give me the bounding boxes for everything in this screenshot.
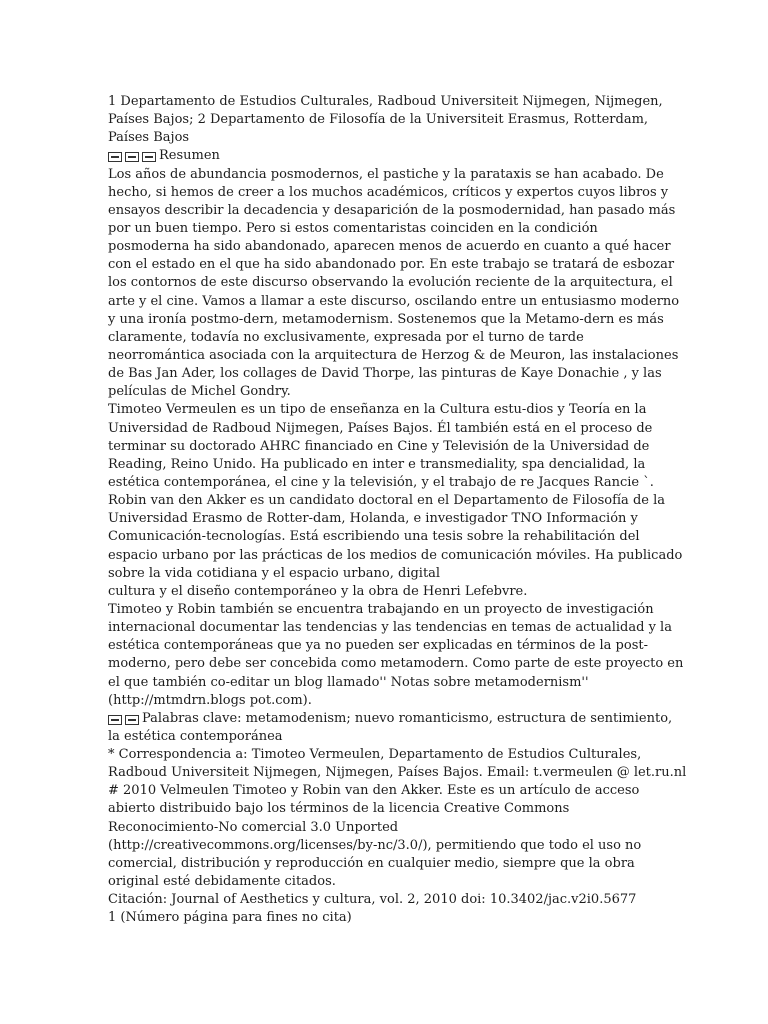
keywords-text: Palabras clave: metamodenism; nuevo romanticismo, estructura de sentimiento, <box>142 710 673 726</box>
abstract-line: y una ironía postmo-dern, metamodernism. Sostenemos que la Metamo-dern es más <box>108 311 664 327</box>
correspondence-email-line: Radboud Universiteit Nijmegen, Nijmegen, Países Bajos. Email: t.vermeulen @ let.ru.nl <box>108 765 687 781</box>
bio-line: estética contemporánea, el cine y la televisión, y el trabajo de re Jacques Rancie `. <box>108 474 654 490</box>
abstract-line: arte y el cine. Vamos a llamar a este discurso, oscilando entre un entusiasmo moderno <box>108 293 680 309</box>
object-replacement-icon <box>125 715 139 725</box>
page-number-line: 1 (Número página para fines no cita) <box>108 910 352 926</box>
bio-line: estética contemporáneas que ya no pueden ser explicadas en términos de la post- <box>108 638 648 654</box>
object-replacement-icon <box>108 152 122 162</box>
keywords-line <box>108 710 748 728</box>
bio-line: Universidad Erasmo de Rotter-dam, Holanda, e investigador TNO Información y <box>108 511 638 527</box>
abstract-line: posmoderna ha sido abandonado, aparecen menos de acuerdo en cuanto a qué hacer <box>108 239 671 255</box>
bio-line: internacional documentar las tendencias y las tendencias en temas de actualidad y la <box>108 620 672 636</box>
blog-link[interactable]: (http://mtmdrn.blogs pot.com). <box>108 692 312 708</box>
abstract-line: con el estado en el que ha sido abandonado por. En este trabajo se tratará de esbozar <box>108 257 675 273</box>
affiliation-line: Países Bajos; 2 Departamento de Filosofía de la Universiteit Erasmus, Rotterdam, <box>108 112 649 128</box>
bio-line: moderno, pero debe ser concebida como metamodern. Como parte de este proyecto en <box>108 656 684 672</box>
license-line: comercial, distribución y reproducción en cualquier medio, siempre que la obra <box>108 855 635 871</box>
bio-line: Robin van den Akker es un candidato doctoral en el Departamento de Filosofía de la <box>108 493 666 509</box>
object-replacement-icon <box>142 152 156 162</box>
bio-line: cultura y el diseño contemporáneo y la obra de Henri Lefebvre. <box>108 583 528 599</box>
license-line: # 2010 Velmeulen Timoteo y Robin van den Akker. Este es un artículo de acceso <box>108 783 640 799</box>
license-link-line[interactable]: (http://creativecommons.org/licenses/by-nc/3.0/), permitiendo que todo el uso no <box>108 837 642 853</box>
abstract-line: de Bas Jan Ader, los collages de David Thorpe, las pinturas de Kaye Donachie , y las <box>108 366 662 382</box>
bio-line: Universidad de Radboud Nijmegen, Países Bajos. Él también está en el proceso de <box>108 420 653 436</box>
abstract-block <box>108 166 748 402</box>
object-replacement-icon <box>125 152 139 162</box>
abstract-line: películas de Michel Gondry. <box>108 384 291 400</box>
affiliation-block <box>108 93 748 147</box>
keywords-line: la estética contemporánea <box>108 728 283 744</box>
abstract-line: por un buen tiempo. Pero si estos comentaristas coinciden en la condición <box>108 220 598 236</box>
bio-line: Reading, Reino Unido. Ha publicado en inter e transmediality, spa dencialidad, la <box>108 456 646 472</box>
abstract-line: neorromántica asociada con la arquitectura de Herzog & de Meuron, las instalaciones <box>108 347 679 363</box>
abstract-line: Los años de abundancia posmodernos, el pastiche y la parataxis se han acabado. De <box>108 166 664 182</box>
document-page <box>108 93 748 927</box>
bio-line: el que también co-editar un blog llamado'' Notas sobre metamodernism'' <box>108 674 589 690</box>
bio-line: Timoteo y Robin también se encuentra trabajando en un proyecto de investigación <box>108 601 654 617</box>
bio-line: espacio urbano por las prácticas de los medios de comunicación móviles. Ha publicado <box>108 547 683 563</box>
license-line: abierto distribuido bajo los términos de la licencia Creative Commons <box>108 801 570 817</box>
license-line: original esté debidamente citados. <box>108 874 336 890</box>
bio-line: sobre la vida cotidiana y el espacio urbano, digital <box>108 565 441 581</box>
license-line: Reconocimiento-No comercial 3.0 Unported <box>108 819 399 835</box>
correspondence-line: * Correspondencia a: Timoteo Vermeulen, Departamento de Estudios Culturales, <box>108 747 642 763</box>
abstract-line: claramente, todavía no exclusivamente, expresada por el turno de tarde <box>108 329 584 345</box>
bio-line: Comunicación-tecnologías. Está escribiendo una tesis sobre la rehabilitación del <box>108 529 640 545</box>
bio-block <box>108 401 748 709</box>
citation-block <box>108 891 748 927</box>
abstract-heading-line <box>108 147 748 165</box>
bio-line: terminar su doctorado AHRC financiado en Cine y Televisión de la Universidad de <box>108 438 650 454</box>
abstract-line: hecho, si hemos de creer a los muchos académicos, críticos y expertos cuyos libros y <box>108 184 669 200</box>
object-replacement-icon <box>108 715 122 725</box>
citation-line: Citación: Journal of Aesthetics y cultura, vol. 2, 2010 doi: 10.3402/jac.v2i0.5677 <box>108 892 637 908</box>
affiliation-line: 1 Departamento de Estudios Culturales, Radboud Universiteit Nijmegen, Nijmegen, <box>108 94 663 109</box>
abstract-line: ensayos describir la decadencia y desaparición de la posmodernidad, han pasado más <box>108 202 676 218</box>
abstract-heading: Resumen <box>159 148 220 164</box>
affiliation-line: Países Bajos <box>108 130 190 146</box>
bio-line: Timoteo Vermeulen es un tipo de enseñanza en la Cultura estu-dios y Teoría en la <box>108 402 647 418</box>
abstract-line: los contornos de este discurso observando la evolución reciente de la arquitectura, el <box>108 275 673 291</box>
correspondence-block <box>108 746 748 891</box>
